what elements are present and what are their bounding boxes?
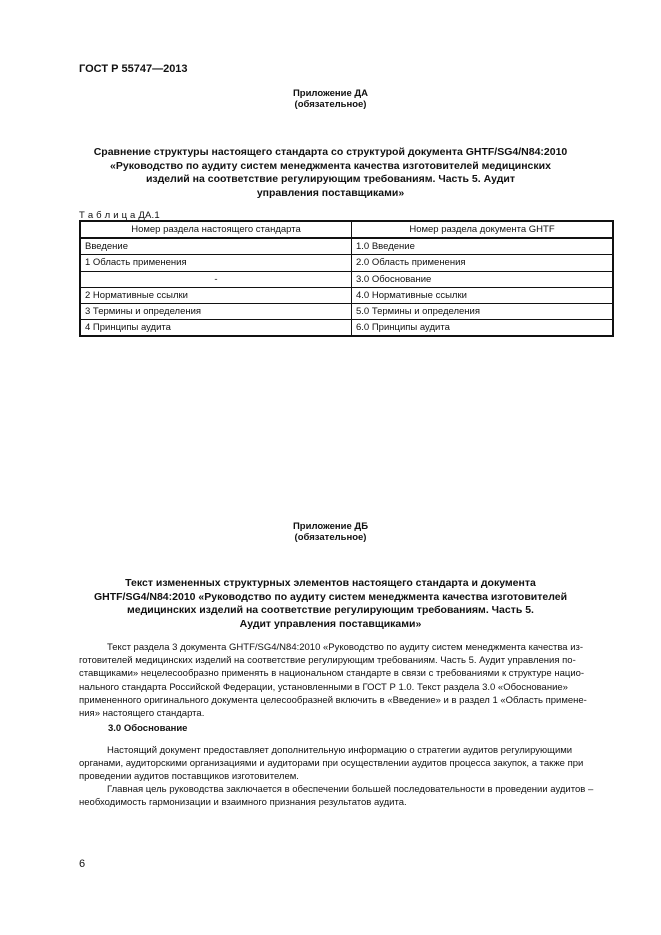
text-line: органами, аудиторскими организациями и аудиторами при осуществлении аудитов процесса закупок, а также при — [79, 758, 584, 770]
text-line: проведении аудитов поставщиков изготовителем. — [79, 771, 299, 783]
table-cell: 1 Область применения — [80, 255, 352, 271]
heading-line: изделий на соответствие регулирующим требованиям. Часть 5. Аудит — [145, 173, 516, 185]
table-cell: 2.0 Область применения — [352, 255, 614, 271]
table-cell: 5.0 Термины и определения — [352, 303, 614, 319]
text-line: Главная цель руководства заключается в обеспечении большей последовательности в проведении аудитов – — [107, 784, 594, 795]
table-cell: 4 Принципы аудита — [80, 320, 352, 337]
table-cell: 3 Термины и определения — [80, 303, 352, 319]
appendix-a-title: Приложение ДА — [292, 88, 369, 99]
text-line: Текст раздела 3 документа GHTF/SG4/N84:2010 «Руководство по аудиту систем менеджмента качества из- — [107, 642, 584, 653]
heading-line: медицинских изделий на соответствие регулирующим требованиям. Часть 5. — [127, 604, 534, 616]
appendix-a-status: (обязательное) — [294, 99, 367, 110]
heading-line: «Руководство по аудиту систем менеджмента качества изготовителей медицинских — [110, 159, 551, 172]
table-cell: - — [80, 271, 352, 287]
appendix-b-status: (обязательное) — [294, 532, 367, 543]
heading-line: GHTF/SG4/N84:2010 «Руководство по аудиту систем менеджмента качества изготовителей — [93, 590, 568, 603]
text-line: нального стандарта Российской Федерации, установленными в ГОСТ Р 1.0. Текст раздела 3.0 «Обоснование» — [79, 681, 568, 693]
section-heading: 3.0 Обоснование — [108, 723, 188, 734]
heading-line: Сравнение структуры настоящего стандарта со структурой документа GHTF/SG4/N84:2010 — [93, 146, 568, 158]
table-cell: Введение — [80, 238, 352, 255]
table-cell: 2 Нормативные ссылки — [80, 287, 352, 303]
table-cell: 6.0 Принципы аудита — [352, 320, 614, 337]
table-row — [80, 303, 613, 319]
text-line: ния» настоящего стандарта. — [79, 708, 205, 720]
body-paragraph-2 — [79, 783, 614, 809]
heading-line: управления поставщиками» — [256, 186, 405, 199]
table-row — [80, 320, 613, 337]
appendix-b-title: Приложение ДБ — [292, 521, 369, 532]
text-line: Настоящий документ предоставляет дополнительную информацию о стратегии аудитов регулирующими — [107, 745, 573, 756]
text-line: необходимость гармонизации и взаимного признания результатов аудита. — [79, 797, 407, 809]
table-caption: Т а б л и ц а ДА.1 — [79, 210, 160, 221]
text-line: примененного оригинального документа целесообразней включить в «Введение» и в раздел 1 «Область примене- — [79, 694, 587, 706]
appendix-a-heading — [0, 146, 661, 200]
document-code: ГОСТ Р 55747—2013 — [79, 63, 188, 75]
heading-line: Текст измененных структурных элементов настоящего стандарта и документа — [125, 577, 536, 589]
text-line: ставщиками» нецелесообразно применять в национальном стандарте в связи с требованиями к структуре нацио- — [79, 668, 585, 680]
body-paragraph-1 — [79, 744, 614, 784]
column-header: Номер раздела документа GHTF — [352, 221, 614, 238]
column-header: Номер раздела настоящего стандарта — [80, 221, 352, 238]
table-row — [80, 287, 613, 303]
text-line: готовителей медицинских изделий на соответствие регулирующим требованиям. Часть 5. Аудит управления по- — [79, 655, 576, 667]
table-cell: 4.0 Нормативные ссылки — [352, 287, 614, 303]
intro-paragraph — [79, 641, 614, 720]
table-row — [80, 255, 613, 271]
table-header-row — [80, 221, 613, 238]
heading-line: Аудит управления поставщиками» — [239, 617, 422, 630]
appendix-b-heading — [0, 577, 661, 631]
table-row — [80, 238, 613, 255]
table-cell: 1.0 Введение — [352, 238, 614, 255]
table-cell: 3.0 Обоснование — [352, 271, 614, 287]
table-row — [80, 271, 613, 287]
comparison-table — [79, 220, 614, 337]
page-number: 6 — [79, 858, 86, 870]
